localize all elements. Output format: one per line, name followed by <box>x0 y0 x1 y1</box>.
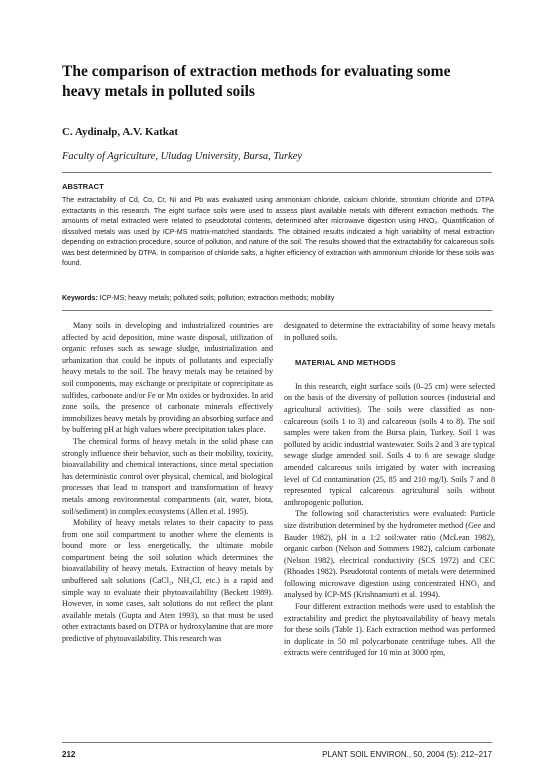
body-paragraph: The following soil characteristics were evaluated: Particle size distribution determined by the hydrometer method (Gee and Bauder 1982), pH in a 1:2 soil:water ratio (McLean 1982), organic carbon (Nelson and Sommers 1982), calcium carbonate (Nelson 1982), electrical conductivity (SCS 1972) and CEC (Rhoades 1982). Pseudototal contents of metals were determined following microwave digestion using concentrated HNO₃ and analysed by ICP-MS (Krishnamurti et al. 1994). <box>284 509 495 600</box>
page-number: 212 <box>62 750 76 759</box>
keywords-label: Keywords: <box>62 295 98 302</box>
affiliation: Faculty of Agriculture, Uludag University, Bursa, Turkey <box>62 151 303 162</box>
footer-rule <box>62 742 492 743</box>
keywords <box>62 294 494 304</box>
abstract-top-rule <box>62 172 492 173</box>
abstract-bottom-rule <box>62 310 492 311</box>
body-column-left <box>62 320 273 645</box>
body-paragraph: Four different extraction methods were used to establish the extractability and predict the phytoavailability of heavy metals for these soils (Table 1). Each extraction method was performed in duplicate in 50 ml polycarbonate centrifuge tubes. All the extracts were centrifuged for 10 min at 3000 rpm, <box>284 602 495 658</box>
body-column-right <box>284 320 495 659</box>
body-paragraph: designated to determine the extractability of some heavy metals in polluted soils. <box>284 321 495 342</box>
body-paragraph: The chemical forms of heavy metals in the solid phase can strongly influence their behavior, such as their mobility, toxicity, bioavailability and chemical interactions, since metal speciation has deterministic control over physical, chemical, and biological processes that lead to transport and transformation of heavy metals among environmental compartments (air, water, biota, soil/sediment) in complex ecosystems (Allen et al. 1995). <box>62 436 273 516</box>
abstract-heading: ABSTRACT <box>62 182 104 191</box>
body-paragraph: Mobility of heavy metals relates to their capacity to pass from one soil compartment to another where the elements is bound more or less energetically, the ultimate mobile compartment being the soil solution which determines the bioavailability of heavy metals. Extraction of heavy metals by unbuffered salt solutions (CaCl₂, NH₄Cl, etc.) is a rapid and simple way to evaluate their phytoavailability (Beckett 1989). However, in some cases, salt solutions do not reflect the plant available metals (Gupta and Aten 1993), so that must be used other extractants based on DTPA or hydroxylamine that are more predictive of phytoavailability. This research was <box>62 518 273 644</box>
section-heading: MATERIAL AND METHODS <box>295 358 396 368</box>
abstract-text: The extractability of Cd, Co, Cr, Ni and Pb was evaluated using ammonium chloride, calcium chloride, strontium chloride and DTPA extractants in this research. The eight surface soils were used to assess plant available metals with different extraction methods. The amounts of metal extracted were related to pseudototal contents, determined after microwave digestion using HNO₃. Quantification of dissolved metals was used by ICP-MS matrix-matched standards. The obtained results indicated a high variability of metal extraction depending on extraction procedure, source of pollution, and nature of the soil. The results showed that the extractability for calcareous soils was best determined by DTPA. In comparison of chloride salts, a higher efficiency of extraction with ammonium chloride for these soils was found. <box>62 197 494 268</box>
keywords-text: ICP-MS; heavy metals; polluted soils; pollution; extraction methods; mobility <box>99 295 335 302</box>
body-paragraph: Many soils in developing and industrialized countries are affected by acid deposition, mine waste disposal, utilization of organic refuses such as sewage sludge, industrialization and urbanization that could be inputs of pollutants and especially heavy metals to the soil. The heavy metals may be retained by soil components, may exchange or precipitate or coprecipitate as sulfides, carbonate and/or Fe or Mn oxides or hydroxides. In arid zone soils, the presence of carbonate minerals effectively immobilizes heavy metals by providing an absorbing surface and by buffering pH at high values where precipitation takes place. <box>62 321 273 435</box>
body-paragraph: In this research, eight surface soils (0–25 cm) were selected on the basis of the diversity of pollution sources (industrial and agricultural activities). The soils were classified as non-calcareous (soils 1 to 3) and calcareous (soils 4 to 8). The soil samples were taken from the Bursa plain, Turkey. Soil 1 was polluted by acidic industrial wastewater. Soils 2 and 3 are typical sewage sludge amended soil. Soils 4 to 6 are sewage sludge amended calcareous soils irrigated by water with increasing level of Cd contamination (25, 85 and 210 mg/l). Soils 7 and 8 represented typical calcareous agricultural soils without anthropogenic pollution. <box>284 381 495 507</box>
journal-reference: PLANT SOIL ENVIRON., 50, 2004 (5): 212–217 <box>322 750 492 759</box>
paper-title: The comparison of extraction methods for evaluating some heavy metals in polluted soils <box>62 63 451 100</box>
authors: C. Aydinalp, A.V. Katkat <box>62 126 179 138</box>
